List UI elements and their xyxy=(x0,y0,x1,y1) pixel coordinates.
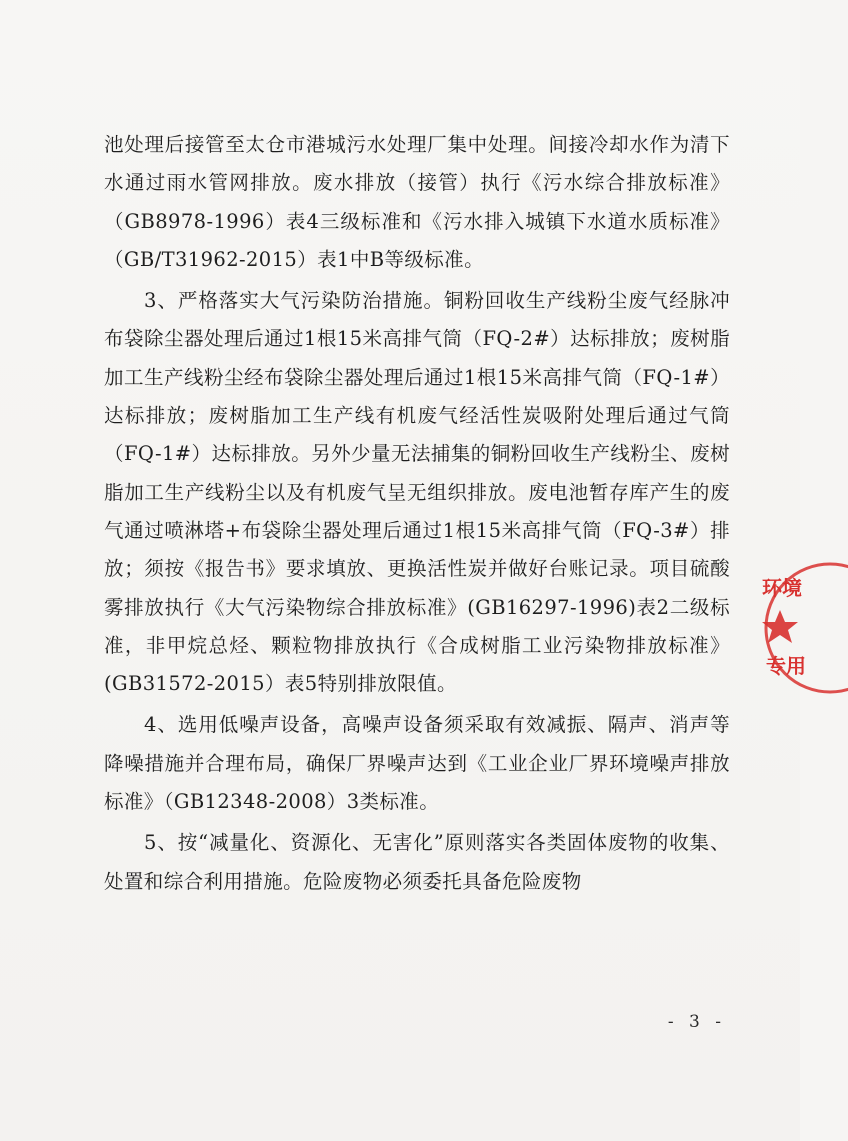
paragraph-noise: 4、选用低噪声设备，高噪声设备须采取有效减振、隔声、消声等降噪措施并合理布局，确保厂界噪声达到《工业企业厂界环境噪声排放标准》（GB12348-2008）3类标准。 xyxy=(104,713,730,814)
paragraph-solid-waste: 5、按“减量化、资源化、无害化”原则落实各类固体废物的收集、处置和综合利用措施。危险废物必须委托具备危险废物 xyxy=(104,831,730,893)
paragraph-wastewater: 池处理后接管至太仓市港城污水处理厂集中处理。间接冷却水作为清下水通过雨水管网排放。废水排放（接管）执行《污水综合排放标准》（GB8978-1996）表4三级标准和《污水排入城镇下水道水质标准》（GB/T31962-2015）表1中B等级标准。 xyxy=(104,133,730,271)
seal-text-top: 环境 xyxy=(762,576,802,600)
document-body xyxy=(104,126,730,904)
seal-text-bottom: 专用 xyxy=(766,654,806,678)
page-number: - 3 - xyxy=(667,1012,726,1032)
official-seal xyxy=(758,558,848,698)
paragraph-air-pollution: 3、严格落实大气污染防治措施。铜粉回收生产线粉尘废气经脉冲布袋除尘器处理后通过1根15米高排气筒（FQ-2#）达标排放；废树脂加工生产线粉尘经布袋除尘器处理后通过1根15米高排气筒（FQ-1#）达标排放；废树脂加工生产线有机废气经活性炭吸附处理后通过气筒（FQ-1#）达标排放。另外少量无法捕集的铜粉回收生产线粉尘、废树脂加工生产线粉尘以及有机废气呈无组织排放。废电池暂存库产生的废气通过喷淋塔+布袋除尘器处理后通过1根15米高排气筒（FQ-3#）排放；须按《报告书》要求填放、更换活性炭并做好台账记录。项目硫酸雾排放执行《大气污染物综合排放标准》(GB16297-1996)表2二级标准，非甲烷总烃、颗粒物排放执行《合成树脂工业污染物排放标准》(GB31572-2015）表5特别排放限值。 xyxy=(104,289,730,696)
